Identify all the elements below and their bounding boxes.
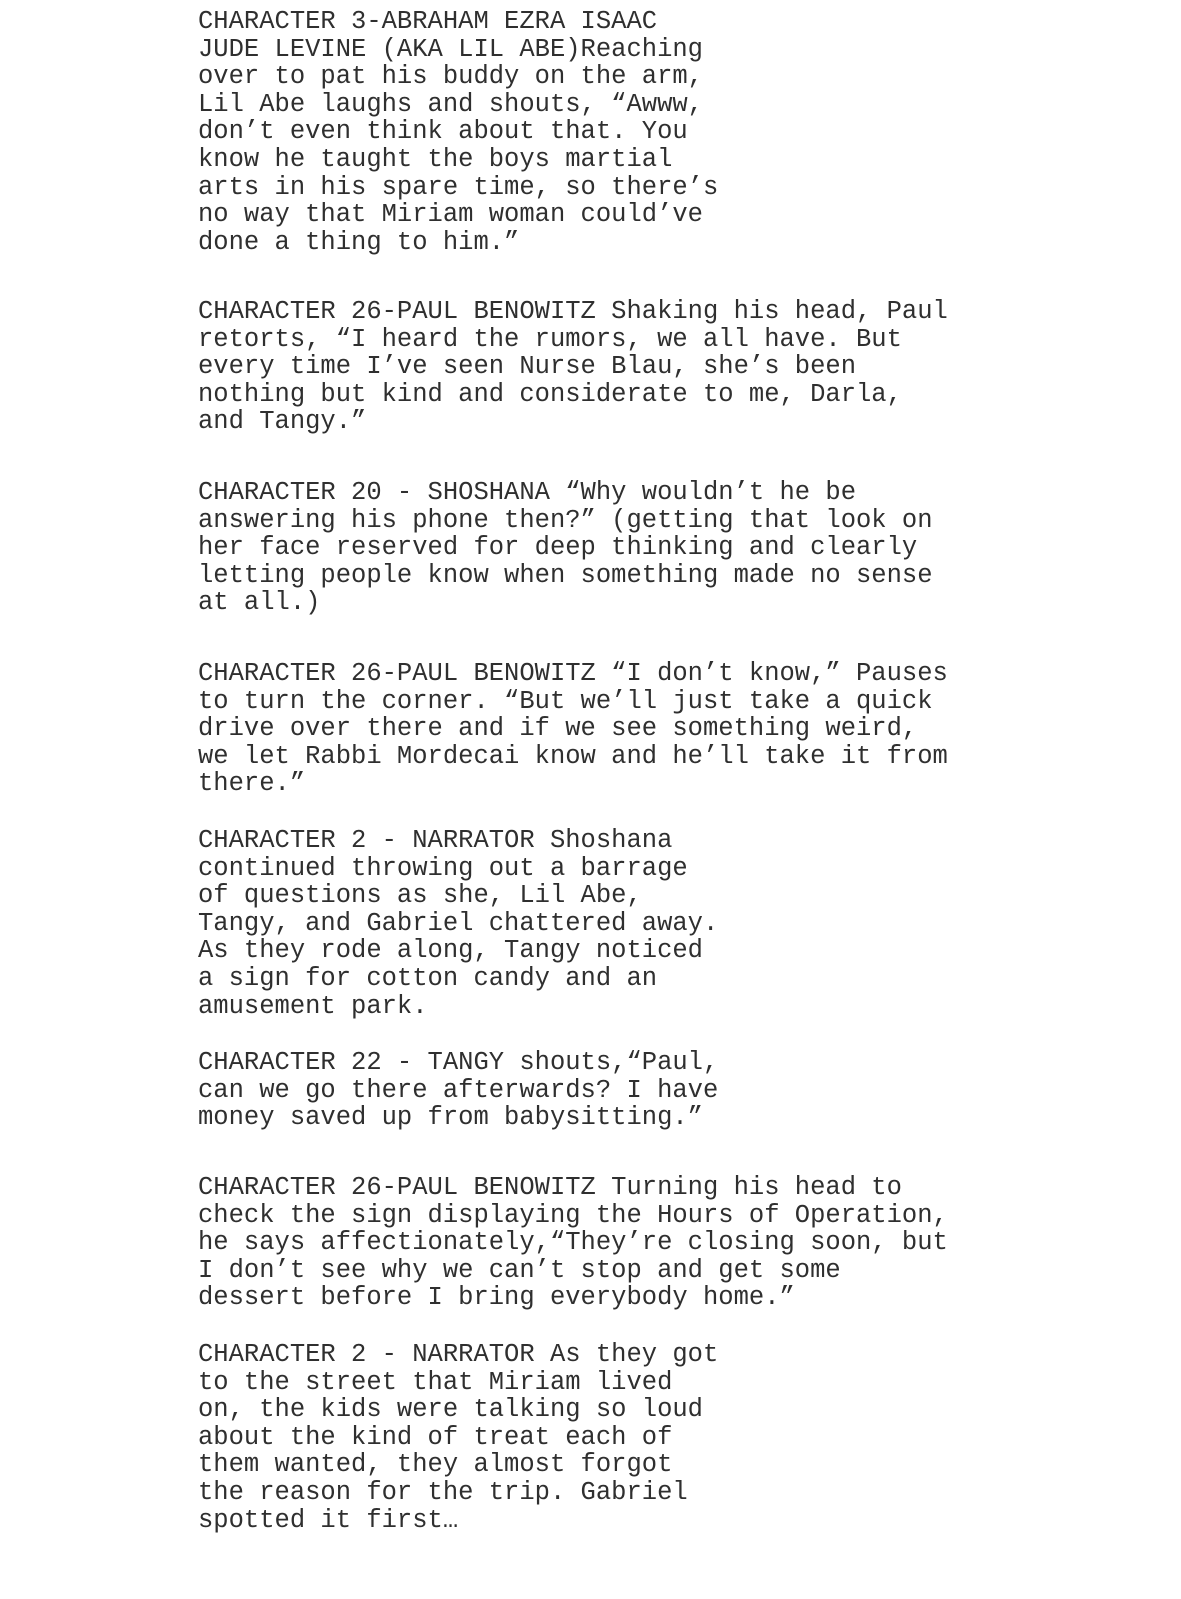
- dialogue-block-paul-1: [198, 298, 948, 436]
- text-line: retorts, “I heard the rumors, we all have. But: [198, 324, 902, 354]
- text-line: CHARACTER 3-ABRAHAM EZRA ISAAC: [198, 7, 658, 36]
- text-line: nothing but kind and considerate to me, Darla,: [198, 379, 902, 409]
- text-line: CHARACTER 2 - NARRATOR Shoshana: [198, 826, 673, 855]
- text-line: can we go there afterwards? I have: [198, 1075, 719, 1105]
- text-line: continued throwing out a barrage: [198, 853, 688, 883]
- text-line: check the sign displaying the Hours of Operation,: [198, 1200, 948, 1230]
- narration-block-2: [198, 1341, 718, 1534]
- text-line: a sign for cotton candy and an: [198, 963, 658, 993]
- text-line: CHARACTER 20 - SHOSHANA “Why wouldn’t he be: [198, 478, 857, 507]
- dialogue-block-paul-3: [198, 1174, 948, 1312]
- text-line: to turn the corner. “But we’ll just take a quick: [198, 686, 933, 716]
- text-line: drive over there and if we see something weird,: [198, 714, 918, 744]
- text-line: letting people know when something made no sense: [198, 560, 933, 590]
- text-line: about the kind of treat each of: [198, 1422, 673, 1452]
- text-line: the reason for the trip. Gabriel: [198, 1477, 688, 1507]
- narration-block-1: [198, 827, 718, 1020]
- text-line: at all.): [198, 588, 321, 618]
- text-line: of questions as she, Lil Abe,: [198, 881, 642, 911]
- text-line: her face reserved for deep thinking and clearly: [198, 533, 918, 563]
- text-line: CHARACTER 22 - TANGY shouts,“Paul,: [198, 1048, 719, 1077]
- text-line: Tangy, and Gabriel chattered away.: [198, 908, 719, 938]
- text-line: know he taught the boys martial: [198, 144, 673, 174]
- text-line: don’t even think about that. You: [198, 117, 688, 147]
- text-line: we let Rabbi Mordecai know and he’ll take it from: [198, 741, 948, 771]
- text-line: dessert before I bring everybody home.”: [198, 1283, 795, 1313]
- text-line: and Tangy.”: [198, 407, 367, 437]
- text-line: CHARACTER 26-PAUL BENOWITZ Turning his head to: [198, 1173, 902, 1202]
- text-line: them wanted, they almost forgot: [198, 1450, 673, 1480]
- text-line: As they rode along, Tangy noticed: [198, 936, 703, 966]
- dialogue-block-shoshana: [198, 479, 933, 617]
- text-line: CHARACTER 2 - NARRATOR As they got: [198, 1340, 719, 1369]
- text-line: amusement park.: [198, 991, 428, 1021]
- text-line: he says affectionately,“They’re closing soon, but: [198, 1228, 948, 1258]
- text-line: arts in his spare time, so there’s: [198, 172, 719, 202]
- text-line: on, the kids were talking so loud: [198, 1395, 703, 1425]
- text-line: JUDE LEVINE (AKA LIL ABE)Reaching: [198, 34, 703, 64]
- dialogue-block-paul-2: [198, 660, 948, 798]
- text-line: over to pat his buddy on the arm,: [198, 62, 703, 92]
- text-line: CHARACTER 26-PAUL BENOWITZ Shaking his head, Paul: [198, 297, 948, 326]
- text-line: no way that Miriam woman could’ve: [198, 200, 703, 230]
- text-line: I don’t see why we can’t stop and get some: [198, 1255, 841, 1285]
- text-line: answering his phone then?” (getting that look on: [198, 505, 933, 535]
- text-line: every time I’ve seen Nurse Blau, she’s been: [198, 352, 857, 382]
- text-line: money saved up from babysitting.”: [198, 1103, 703, 1133]
- text-line: spotted it first…: [198, 1505, 459, 1535]
- text-line: there.”: [198, 769, 306, 799]
- dialogue-block-tangy: [198, 1049, 718, 1132]
- text-line: CHARACTER 26-PAUL BENOWITZ “I don’t know,” Pauses: [198, 659, 948, 688]
- text-line: Lil Abe laughs and shouts, “Awww,: [198, 89, 703, 119]
- text-line: done a thing to him.”: [198, 227, 520, 257]
- text-line: to the street that Miriam lived: [198, 1367, 673, 1397]
- dialogue-block-abraham: [198, 8, 718, 256]
